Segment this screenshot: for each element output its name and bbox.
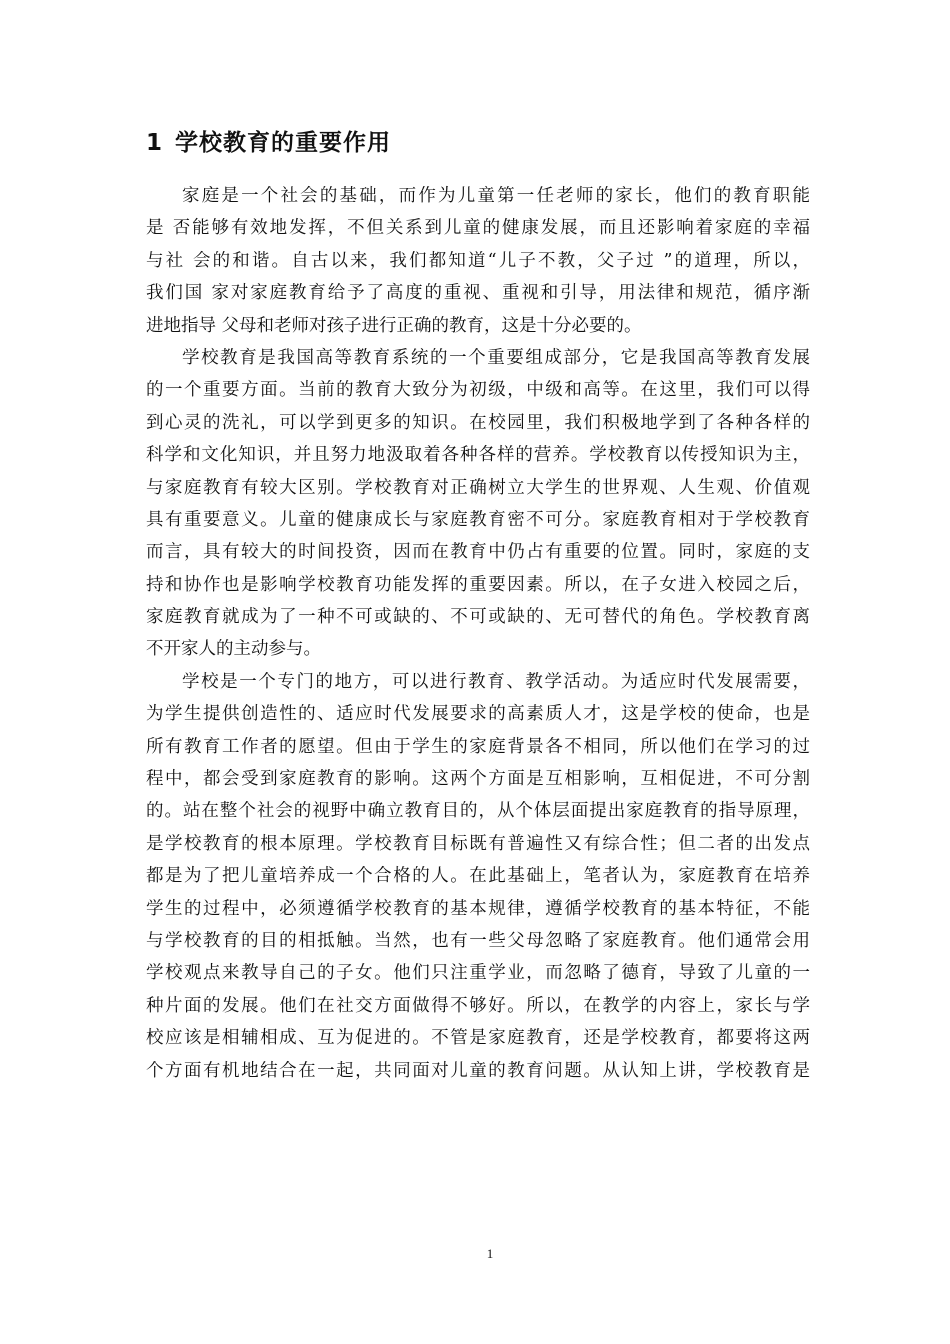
- text-line: 而言，具有较大的时间投资，因而在教育中仍占有重要的位置。同时，家庭的支: [146, 542, 810, 563]
- text-line: 的。站在整个社会的视野中确立教育目的，从个体层面提出家庭教育的指导原理，: [146, 801, 810, 822]
- text-line: 与家庭教育有较大区别。学校教育对正确树立大学生的世界观、人生观、价值观: [146, 477, 810, 498]
- text-line: 科学和文化知识，并且努力地汲取着各种各样的营养。学校教育以传授知识为主，: [146, 445, 810, 466]
- text-line: 所有教育工作者的愿望。但由于学生的家庭背景各不相同，所以他们在学习的过: [146, 736, 810, 757]
- text-line: 个方面有机地结合在一起，共同面对儿童的教育问题。从认知上讲，学校教育是: [146, 1060, 810, 1081]
- text-line: 具有重要意义。儿童的健康成长与家庭教育密不可分。家庭教育相对于学校教育: [146, 509, 810, 530]
- text-line: 进地指导 父母和老师对孩子进行正确的教育，这是十分必要的。: [146, 315, 642, 336]
- text-line: 到心灵的洗礼，可以学到更多的知识。在校园里，我们积极地学到了各种各样的: [146, 412, 810, 433]
- text-line: 种片面的发展。他们在社交方面做得不够好。所以，在教学的内容上，家长与学: [146, 995, 810, 1016]
- page-number: 1: [486, 1246, 494, 1261]
- text-line: 持和协作也是影响学校教育功能发挥的重要因素。所以，在子女进入校园之后，: [146, 574, 810, 595]
- text-line: 校应该是相辅相成、互为促进的。不管是家庭教育，还是学校教育，都要将这两: [146, 1028, 810, 1049]
- text-line: 学校是一个专门的地方，可以进行教育、教学活动。为适应时代发展需要，: [182, 671, 810, 692]
- text-line: 是 否能够有效地发挥，不但关系到儿童的健康发展，而且还影响着家庭的幸福: [146, 218, 810, 239]
- text-line: 是学校教育的根本原理。学校教育目标既有普遍性又有综合性；但二者的出发点: [146, 833, 810, 854]
- section-heading: [146, 124, 391, 157]
- text-line: 学校教育是我国高等教育系统的一个重要组成部分，它是我国高等教育发展: [182, 347, 810, 368]
- text-line: 为学生提供创造性的、适应时代发展要求的高素质人才，这是学校的使命，也是: [146, 704, 810, 725]
- text-line: 与学校教育的目的相抵触。当然，也有一些父母忽略了家庭教育。他们通常会用: [146, 930, 810, 951]
- body-text: [146, 180, 810, 1087]
- text-line: 的一个重要方面。当前的教育大致分为初级，中级和高等。在这里，我们可以得: [146, 380, 810, 401]
- text-line: 程中，都会受到家庭教育的影响。这两个方面是互相影响，互相促进，不可分割: [146, 769, 810, 790]
- text-line: 都是为了把儿童培养成一个合格的人。在此基础上，笔者认为，家庭教育在培养: [146, 866, 810, 887]
- text-line: 学生的过程中，必须遵循学校教育的基本规律，遵循学校教育的基本特征，不能: [146, 898, 810, 919]
- text-line: 我们国 家对家庭教育给予了高度的重视、重视和引导，用法律和规范，循序渐: [146, 283, 810, 304]
- text-line: 家庭教育就成为了一种不可或缺的、不可或缺的、无可替代的角色。学校教育离: [146, 607, 810, 628]
- section-title: 学校教育的重要作用: [175, 130, 392, 156]
- text-line: 学校观点来教导自己的子女。他们只注重学业，而忽略了德育，导致了儿童的一: [146, 963, 810, 984]
- text-line: 不开家人的主动参与。: [146, 639, 321, 660]
- text-line: 与社 会的和谐。自古以来，我们都知道“儿子不教，父子过 ”的道理，所以，: [146, 250, 810, 271]
- paragraph-3: [146, 666, 810, 1087]
- paragraph-2: [146, 342, 810, 666]
- section-number: 1: [146, 130, 164, 156]
- paragraph-1: [146, 180, 810, 342]
- text-line: 家庭是一个社会的基础，而作为儿童第一任老师的家长，他们的教育职能: [182, 186, 810, 206]
